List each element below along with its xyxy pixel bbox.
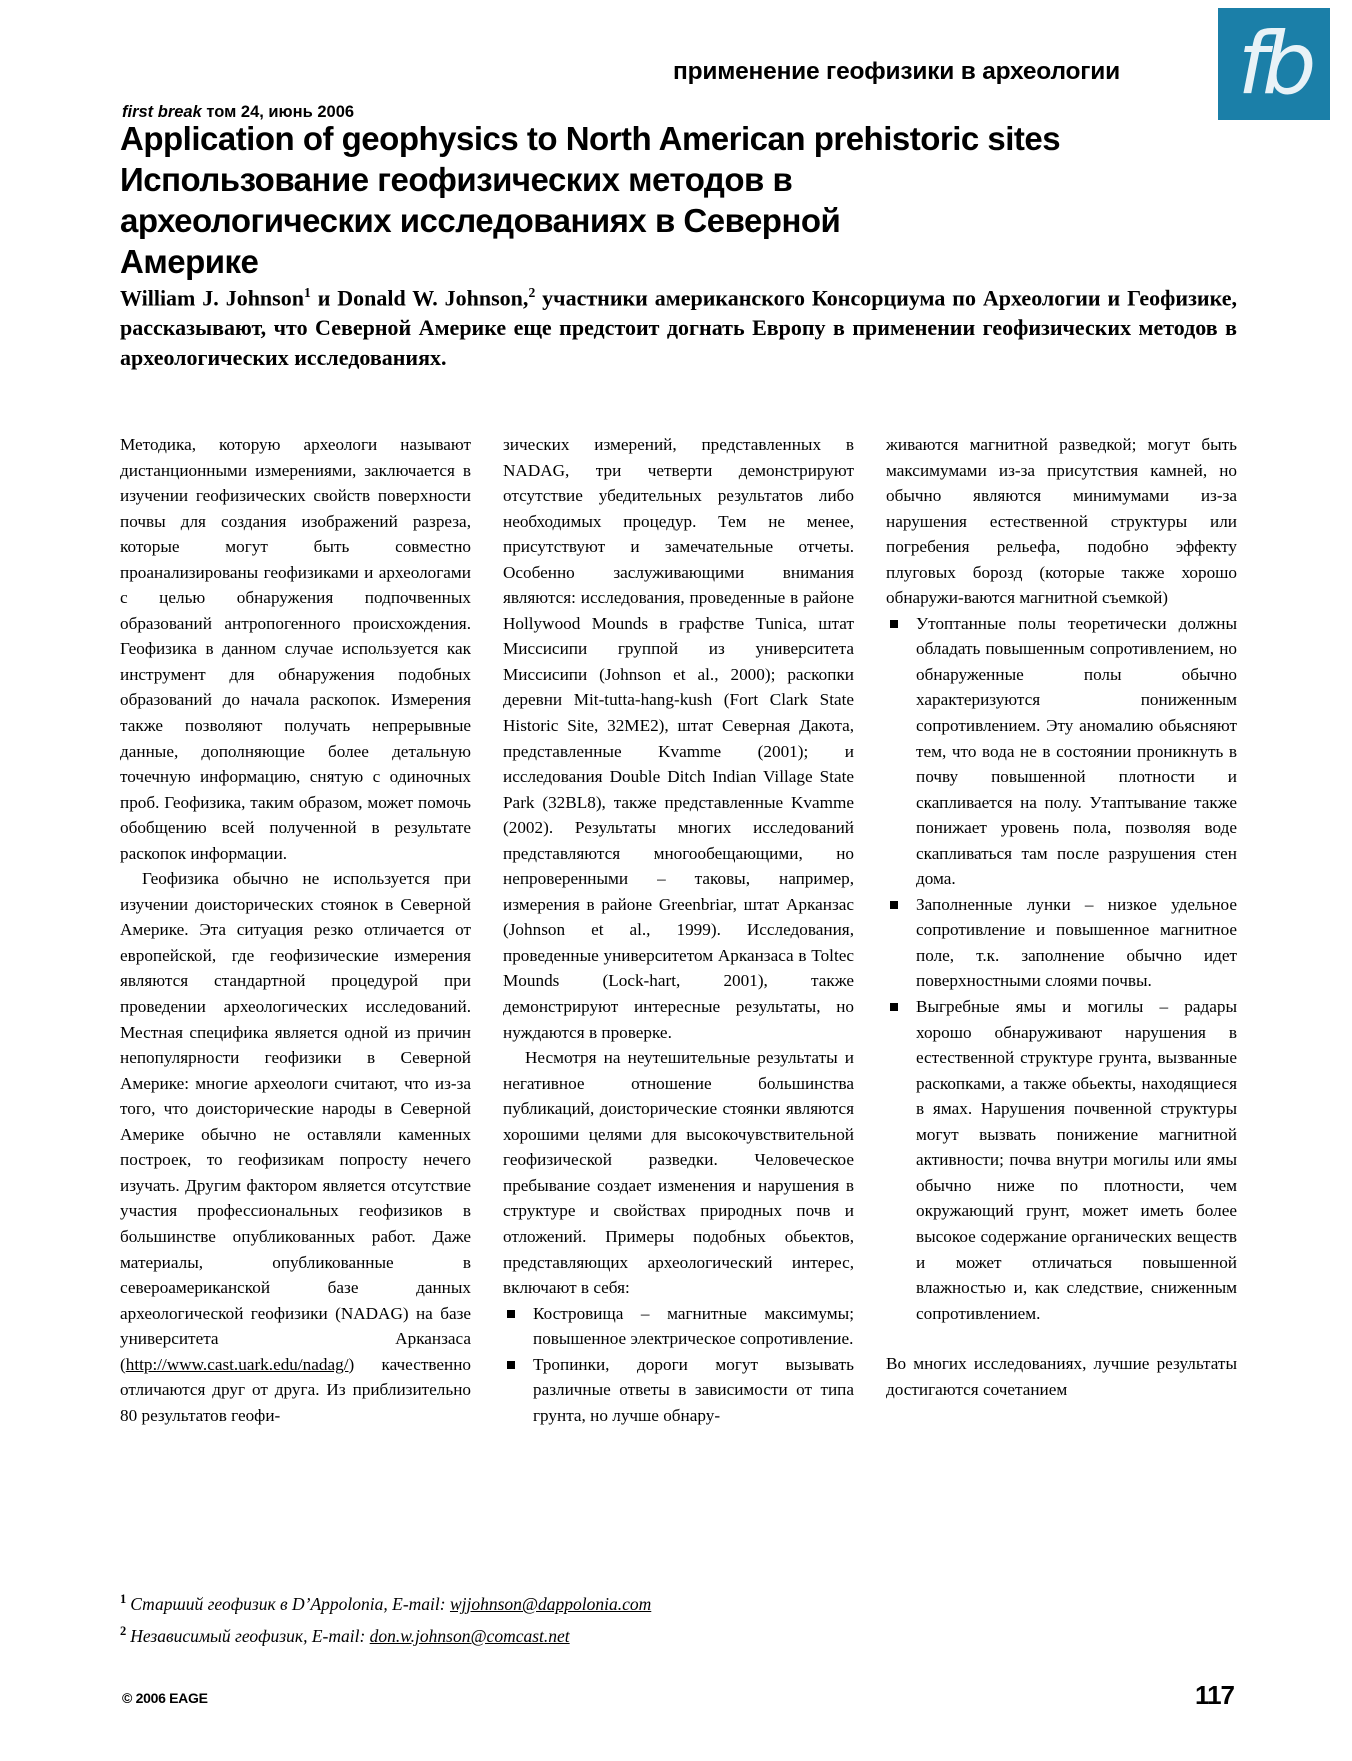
col2-paragraph-1: зических измерений, представленных в NADAG, три четверти демонстрируют отсутствие убедительных результатов либо необходимых процедур. Тем не менее, присутствуют и замечательные отчеты. Особенно заслуживающими внимания являются: исследования, проведенные в районе Hollywood Mounds в графстве Tunica, штат Миссисипи группой из университета Миссисипи (Johnson et al., 2000); раскопки деревни Mit-tutta-hang-kush (Fort Clark State Historic Site, 32ME2), штат Северная Дакота, представленные Kvamme (2001); и исследования Double Ditch Indian Village State Park (32BL8), также представленные Kvamme (2002). Результаты многих исследований представляются многообещающими, но непроверенными – таковы, например, измерения в районе Greenbriar, штат Арканзас (Johnson et al., 1999). Исследования, проведенные университетом Арканзаса в Toltec Mounds (Lock-hart, 2001), также демонстрируют интересные результаты, но нуждаются в проверке. bbox=[503, 435, 854, 1042]
column-2 bbox=[503, 432, 854, 1562]
footnote-1-number: 1 bbox=[120, 1592, 127, 1606]
body-columns bbox=[120, 432, 1237, 1562]
col1-paragraph-1: Методика, которую археологи называют дистанционными измерениями, заключается в изучении геофизических свойств поверхности почвы для создания изображений разреза, которые могут быть совместно проанализированы геофизиками и археологами с целью обнаружения подпочвенных образований антропогенного происхождения. Геофизика в данном случае используется как инструмент для обнаружения подобных образований до начала раскопок. Измерения также позволяют получать непрерывные данные, дополняющие более детальную точечную информацию, снятую с одиночных проб. Геофизика, таким образом, может помочь обобщению всей полученной в результате раскопок информации. bbox=[120, 435, 471, 863]
footnote-2-text: Независимый геофизик, E-mail: bbox=[130, 1625, 370, 1646]
list-item-text: Тропинки, дороги могут вызывать различные ответы в зависимости от типа грунта, но лучше обнару- bbox=[533, 1354, 854, 1425]
column-1 bbox=[120, 432, 471, 1562]
footnote-1 bbox=[120, 1586, 1020, 1618]
page-title bbox=[120, 118, 1210, 282]
running-head: применение геофизики в археологии bbox=[672, 58, 1120, 85]
author-1-name: William J. Johnson bbox=[120, 285, 304, 311]
bullet-square-icon bbox=[890, 901, 898, 909]
nadag-url-link[interactable]: http://www.cast.uark.edu/nadag/ bbox=[125, 1354, 349, 1374]
first-break-logo bbox=[1218, 8, 1330, 120]
title-line-russian-2: археологических исследованиях в Северной bbox=[120, 202, 841, 239]
footnote-1-email-link[interactable]: wjjohnson@dappolonia.com bbox=[449, 1593, 652, 1614]
list-item bbox=[503, 1301, 854, 1352]
title-line-russian-3: Америке bbox=[120, 243, 259, 280]
fb-logo-text: fb bbox=[1237, 14, 1311, 114]
byline-conjunction: и bbox=[310, 285, 338, 311]
bullet-square-icon bbox=[507, 1361, 515, 1369]
col1-paragraph-2 bbox=[120, 866, 471, 1428]
list-item-text: Заполненные лунки – низкое удельное сопротивление и повышенное магнитное поле, т.к. заполнение обычно идет поверхностными слоями почвы. bbox=[916, 894, 1237, 991]
col2-bullet-list bbox=[503, 1301, 854, 1429]
list-item bbox=[503, 1352, 854, 1429]
journal-name: first break bbox=[122, 103, 202, 121]
list-item bbox=[886, 611, 1237, 892]
col3-closing-paragraph: Во многих исследованиях, лучшие результаты достигаются сочетанием bbox=[886, 1354, 1237, 1399]
list-item-text: Утоптанные полы теоретически должны обладать повышенным сопротивлением, но обнаруженные полы обычно характеризуются пониженным сопротивлением. Эту аномалию обьясняют тем, что вода не в состоянии проникнуть в почву повышенной плотности и скапливается на полу. Утаптывание также понижает уровень пола, позволяя воде скапливаться там после разрушения стен дома. bbox=[916, 613, 1237, 889]
list-item bbox=[886, 994, 1237, 1326]
list-item bbox=[886, 892, 1237, 994]
footnote-2-email-link[interactable]: don.w.johnson@comcast.net bbox=[369, 1625, 570, 1646]
col1-paragraph-2-part-a: Геофизика обычно не используется при изучении доисторических стоянок в Северной Америке. Эта ситуация резко отличается от европейской, где геофизические измерения являются стандартной процедурой при проведении археологических исследований. Местная специфика является одной из причин непопулярности геофизики в Северной Америке: многие археологи считают, что из-за того, что доисторические народы в Северной Америке обычно не оставляли каменных построек, то геофизикам попросту нечего изучать. Другим фактором является отсутствие участия профессиональных геофизиков в большинстве опубликованных работ. Даже материалы, опубликованные в североамериканской базе данных археологической геофизики (NADAG) на базе университета Арканзаса ( bbox=[120, 869, 471, 1374]
copyright-notice: © 2006 EAGE bbox=[122, 1690, 208, 1706]
col3-bullet-continuation: живаются магнитной разведкой; могут быть максимумами из-за присутствия камней, но обычно являются минимумами из-за нарушения естественной структуры или погребения рельефа, подобно эффекту плуговых борозд (которые также хорошо обнаружи-ваются магнитной съемкой) bbox=[886, 435, 1237, 608]
author-2-name: Donald W. Johnson, bbox=[337, 285, 529, 311]
title-line-russian-1: Использование геофизических методов в bbox=[120, 161, 793, 198]
list-item-text: Костровища – магнитные максимумы; повышенное электрическое сопротивление. bbox=[533, 1303, 854, 1349]
bullet-square-icon bbox=[890, 1003, 898, 1011]
col1-paragraph-2-part-b: ) качественно отличаются друг от друга. Из приблизительно 80 результатов геофи- bbox=[120, 1354, 471, 1425]
footnote-2-number: 2 bbox=[120, 1623, 127, 1638]
abstract-text: участники американского Консорциума по Археологии и Геофизике, рассказывают, что Северной Америке еще предстоит догнать Европу в применении геофизических методов в археологических исследованиях. bbox=[120, 285, 1237, 371]
footnote-2 bbox=[120, 1618, 1020, 1650]
bullet-square-icon bbox=[507, 1310, 515, 1318]
footnotes bbox=[120, 1586, 1020, 1650]
column-3 bbox=[886, 432, 1237, 1562]
title-line-english: Application of geophysics to North American prehistoric sites bbox=[120, 120, 1061, 157]
col2-paragraph-2: Несмотря на неутешительные результаты и негативное отношение большинства публикаций, доисторические стоянки являются хорошими целями для высокочувствительной геофизической разведки. Человеческое пребывание создает изменения и нарушения в структуре и свойствах природных почв и отложений. Примеры подобных обьектов, представляющих археологический интерес, включают в себя: bbox=[503, 1048, 854, 1298]
author-2-footnote-marker: 2 bbox=[528, 285, 536, 300]
bullet-square-icon bbox=[890, 620, 898, 628]
list-item-text: Выгребные ямы и могилы – радары хорошо обнаруживают нарушения в естественной структуре грунта, вызванные раскопками, а также обьекты, находящиеся в ямах. Нарушения почвенной структуры могут вызвать понижение магнитной активности; почва внутри могилы или ямы обычно ниже по плотности, чем окружающий грунт, может иметь более высокое содержание органических веществ и может отличаться повышенной влажностью и, как следствие, сниженным сопротивлением. bbox=[916, 997, 1237, 1323]
page-number: 117 bbox=[1195, 1680, 1234, 1710]
abstract-byline bbox=[120, 278, 1237, 373]
issue-info: том 24, июнь 2006 bbox=[201, 103, 355, 121]
col3-bullet-list bbox=[886, 611, 1237, 1326]
author-1-footnote-marker: 1 bbox=[303, 285, 311, 300]
footnote-1-text: Старший геофизик в D’Appolonia, E-mail: bbox=[130, 1593, 450, 1614]
